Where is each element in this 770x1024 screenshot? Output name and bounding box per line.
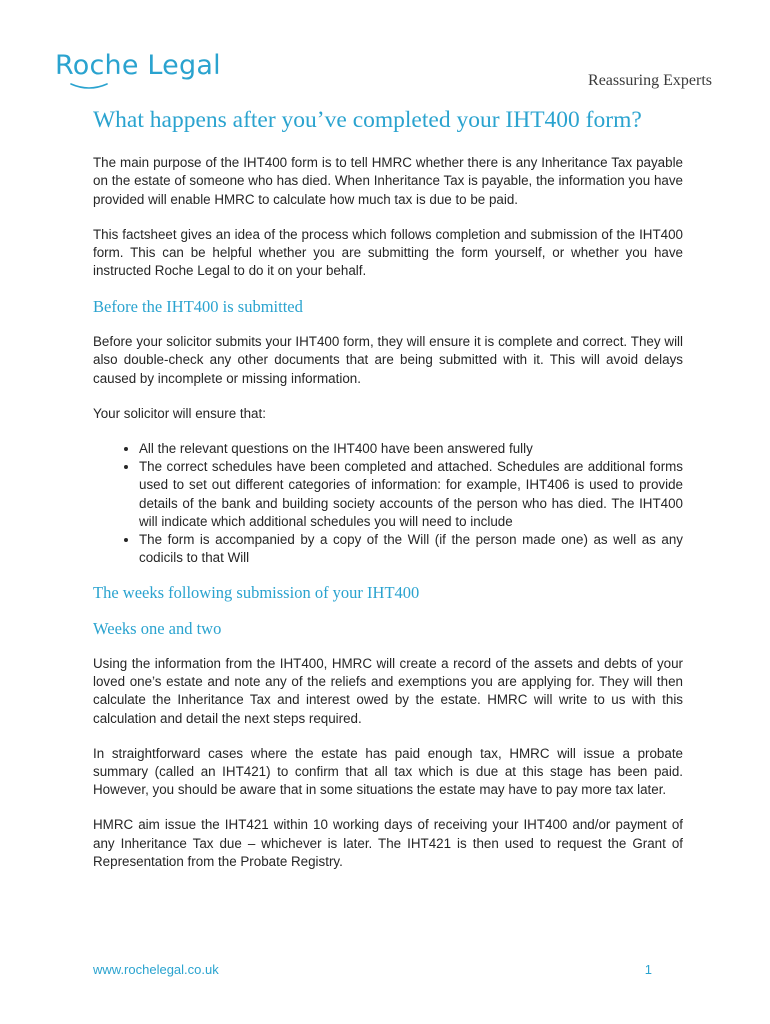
logo-text: Roche Legal	[55, 50, 221, 81]
weeks-paragraph-2: In straightforward cases where the estate has paid enough tax, HMRC will issue a probate summary (called an IHT421) to confirm that all tax which is due at this stage has been paid. However, you should be aware that in some situations the estate may have to pay more tax later.	[93, 745, 683, 798]
before-paragraph: Before your solicitor submits your IHT400 form, they will ensure it is complete and correct. They will also double-check any other documents that are being submitted with it. This will avoid delays caused by incomplete or missing information.	[93, 334, 683, 386]
subheading-weeks-one-two: Weeks one and two	[93, 619, 222, 639]
page-title: What happens after you’ve completed your IHT400 form?	[93, 107, 642, 133]
intro-paragraph-2: This factsheet gives an idea of the process which follows completion and submission of the IHT400 form. This can be helpful whether you are submitting the form yourself, or whether you have instructed Roche Legal to do it on your behalf.	[93, 226, 683, 279]
section-heading-weeks: The weeks following submission of your IHT400	[93, 583, 420, 603]
list-intro: Your solicitor will ensure that:	[93, 405, 266, 421]
list-item: • All the relevant questions on the IHT400 have been answered fully	[139, 440, 683, 458]
footer-website-link[interactable]: www.rochelegal.co.uk	[93, 962, 219, 977]
weeks-paragraph-3: HMRC aim issue the IHT421 within 10 working days of receiving your IHT400 and/or payment of any Inheritance Tax due – whichever is later. The IHT421 is then used to request the Grant of Representation from the Probate Registry.	[93, 817, 683, 869]
logo-swoosh-icon	[69, 82, 109, 92]
list-item: • The correct schedules have been completed and attached. Schedules are additional forms used to set out different categories of information: for example, IHT406 is used to provide details of the bank and building society accounts of the person who has died. The IHT400 will indicate which additional schedules you will need to include	[139, 458, 683, 531]
checklist	[93, 440, 683, 567]
tagline: Reassuring Experts	[588, 72, 712, 89]
page-number: 1	[644, 962, 652, 977]
section-heading-before: Before the IHT400 is submitted	[93, 297, 303, 317]
intro-paragraph-1: The main purpose of the IHT400 form is to tell HMRC whether there is any Inheritance Tax payable on the estate of someone who has died. When Inheritance Tax is payable, the information you have provided will enable HMRC to calculate how much tax is due to be paid.	[93, 155, 683, 207]
list-item: • The form is accompanied by a copy of the Will (if the person made one) as well as any codicils to that Will	[139, 531, 683, 567]
roche-legal-logo	[55, 52, 221, 79]
document-body	[93, 106, 683, 888]
weeks-paragraph-1: Using the information from the IHT400, HMRC will create a record of the assets and debts of your loved one’s estate and note any of the reliefs and exemptions you are applying for. They will then calculate the Inheritance Tax and interest owed by the estate. HMRC will write to us with this calculation and detail the next steps required.	[93, 656, 683, 726]
